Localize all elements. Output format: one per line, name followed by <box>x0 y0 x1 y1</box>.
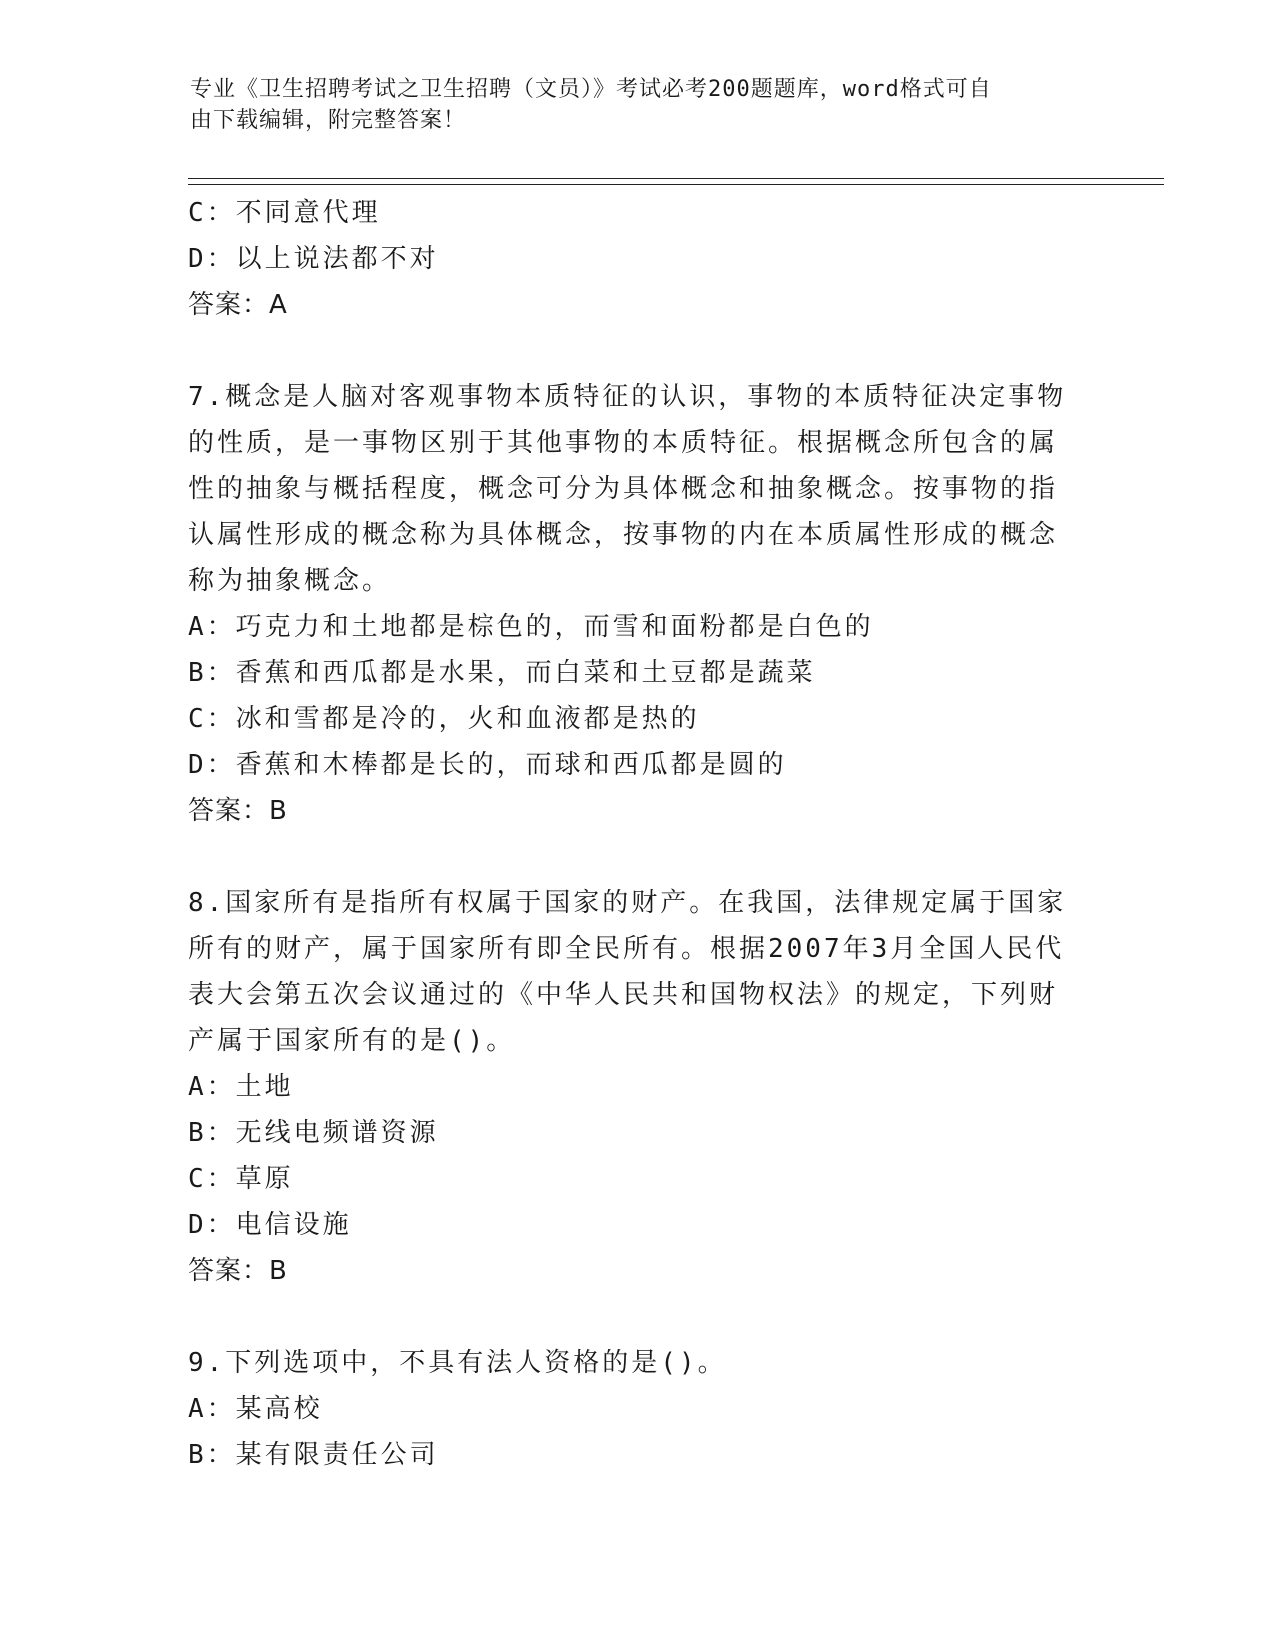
question-7 <box>188 374 1088 834</box>
option-d: D：香蕉和木棒都是长的，而球和西瓜都是圆的 <box>188 750 787 780</box>
spacer <box>188 1294 1088 1340</box>
option-c: C：不同意代理 <box>188 198 381 228</box>
option-a: A：巧克力和土地都是棕色的，而雪和面粉都是白色的 <box>188 612 874 642</box>
question-9 <box>188 1340 1088 1478</box>
question-stem <box>188 880 1088 1064</box>
stem-line: 表大会第五次会议通过的《中华人民共和国物权法》的规定，下列财 <box>188 980 1059 1010</box>
option-d: D：电信设施 <box>188 1210 352 1240</box>
stem-line: 称为抽象概念。 <box>188 566 392 596</box>
spacer <box>188 834 1088 880</box>
header-line-1: 专业《卫生招聘考试之卫生招聘（文员）》考试必考200题题库，word格式可自 <box>190 77 992 102</box>
option-d: D：以上说法都不对 <box>188 244 439 274</box>
option-b: B：无线电频谱资源 <box>188 1118 439 1148</box>
answer-line: 答案：B <box>188 796 288 826</box>
stem-line: 认属性形成的概念称为具体概念，按事物的内在本质属性形成的概念 <box>188 520 1059 550</box>
spacer <box>188 328 1088 374</box>
header-line-2: 由下载编辑，附完整答案！ <box>190 108 467 133</box>
stem-line: 7.概念是人脑对客观事物本质特征的认识，事物的本质特征决定事物 <box>188 382 1067 412</box>
stem-line: 8.国家所有是指所有权属于国家的财产。在我国，法律规定属于国家 <box>188 888 1067 918</box>
stem-line: 产属于国家所有的是()。 <box>188 1026 516 1056</box>
stem-line: 9.下列选项中，不具有法人资格的是()。 <box>188 1348 727 1378</box>
question-stem <box>188 1340 1088 1386</box>
question-6-tail <box>188 190 1088 328</box>
option-b: B：香蕉和西瓜都是水果，而白菜和土豆都是蔬菜 <box>188 658 816 688</box>
answer-line: 答案：A <box>188 290 288 320</box>
stem-line: 的性质，是一事物区别于其他事物的本质特征。根据概念所包含的属 <box>188 428 1059 458</box>
option-a: A：土地 <box>188 1072 294 1102</box>
answer-line: 答案：B <box>188 1256 288 1286</box>
option-c: C：草原 <box>188 1164 294 1194</box>
document-header <box>190 74 1090 136</box>
header-divider-bottom <box>188 184 1164 185</box>
header-divider-top <box>188 178 1164 179</box>
option-b: B：某有限责任公司 <box>188 1440 439 1470</box>
option-a: A：某高校 <box>188 1394 323 1424</box>
question-8 <box>188 880 1088 1294</box>
option-c: C：冰和雪都是冷的，火和血液都是热的 <box>188 704 700 734</box>
document-body <box>188 190 1088 1478</box>
stem-line: 性的抽象与概括程度，概念可分为具体概念和抽象概念。按事物的指 <box>188 474 1059 504</box>
question-stem <box>188 374 1088 604</box>
stem-line: 所有的财产，属于国家所有即全民所有。根据2007年3月全国人民代 <box>188 934 1065 964</box>
